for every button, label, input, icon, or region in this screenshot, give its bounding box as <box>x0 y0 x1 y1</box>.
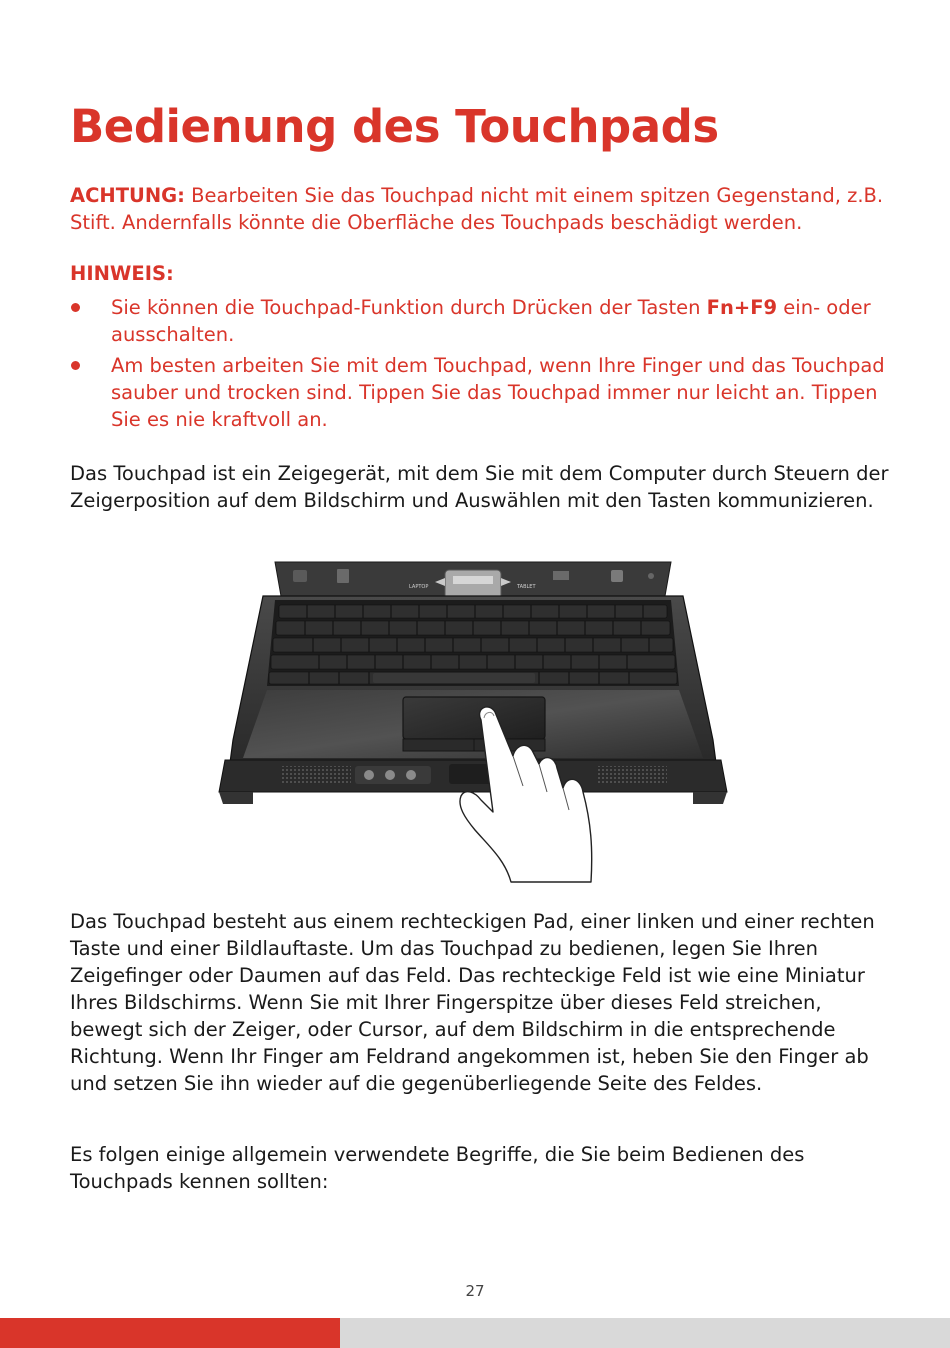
page-title: Bedienung des Touchpads <box>70 100 719 153</box>
speaker-right <box>597 766 667 784</box>
touchpad-left-button <box>403 739 474 751</box>
caution-notice <box>70 182 900 236</box>
front-latch <box>449 764 493 784</box>
hinge-label-tablet: TABLET <box>517 584 536 590</box>
note-heading: HINWEIS: <box>70 262 174 285</box>
note-item-text: Sie können die Touchpad-Funktion durch Drücken der Tasten <box>111 296 707 319</box>
spacebar <box>373 673 535 683</box>
hinge-label-laptop: LAPTOP <box>409 584 429 590</box>
footer-gray-bar <box>340 1318 950 1348</box>
bullet-icon <box>71 303 80 312</box>
page-number: 27 <box>465 1282 485 1300</box>
laptop-touchpad-figure <box>213 560 733 884</box>
key-rows <box>269 605 677 684</box>
speaker-left <box>281 766 351 784</box>
note-item-fn-f9 <box>70 294 890 348</box>
footer-accent-bar <box>0 1318 340 1348</box>
laptop-illustration <box>213 560 733 884</box>
note-item-clean-fingers <box>70 352 890 433</box>
bumper-right <box>693 792 727 804</box>
caution-text: Bearbeiten Sie das Touchpad nicht mit einem spitzen Gegenstand, z.B. Stift. Andernfalls könnte die Oberfläche des Touchpads beschädigt werden. <box>70 184 884 234</box>
note-item-text: Am besten arbeiten Sie mit dem Touchpad, wenn Ihre Finger und das Touchpad sauber und trocken sind. Tippen Sie das Touchpad immer nur leicht an. Tippen Sie es nie kraftvoll an. <box>111 354 885 431</box>
quick-buttons <box>355 766 431 784</box>
note-list <box>70 294 890 437</box>
key-combo: Fn+F9 <box>706 296 778 319</box>
intro-paragraph: Das Touchpad ist ein Zeigegerät, mit dem Sie mit dem Computer durch Steuern der Zeigerposition auf dem Bildschirm und Auswählen mit den Tasten kommunizieren. <box>70 462 889 512</box>
bullet-icon <box>71 361 80 370</box>
description-paragraph: Das Touchpad besteht aus einem rechteckigen Pad, einer linken und einer rechten Taste und einer Bildlauftaste. Um das Touchpad zu bedienen, legen Sie Ihren Zeigefinger oder Daumen auf das Feld. Das rechteckige Feld ist wie eine Miniatur Ihres Bildschirms. Wenn Sie mit Ihrer Fingerspitze über dieses Feld streichen, bewegt sich der Zeiger, oder Cursor, auf dem Bildschirm in die entsprechende Richtung. Wenn Ihr Finger am Feldrand angekommen ist, heben Sie den Finger ab und setzen Sie ihn wieder auf die gegenüberliegende Seite des Feldes. <box>70 910 875 1095</box>
bumper-left <box>219 792 253 804</box>
caution-label: ACHTUNG: <box>70 184 185 207</box>
note-item-text: ein- oder ausschalten. <box>111 296 871 346</box>
touchpad <box>403 697 545 739</box>
terms-intro-paragraph: Es folgen einige allgemein verwendete Begriffe, die Sie beim Bedienen des Touchpads kennen sollten: <box>70 1143 805 1193</box>
